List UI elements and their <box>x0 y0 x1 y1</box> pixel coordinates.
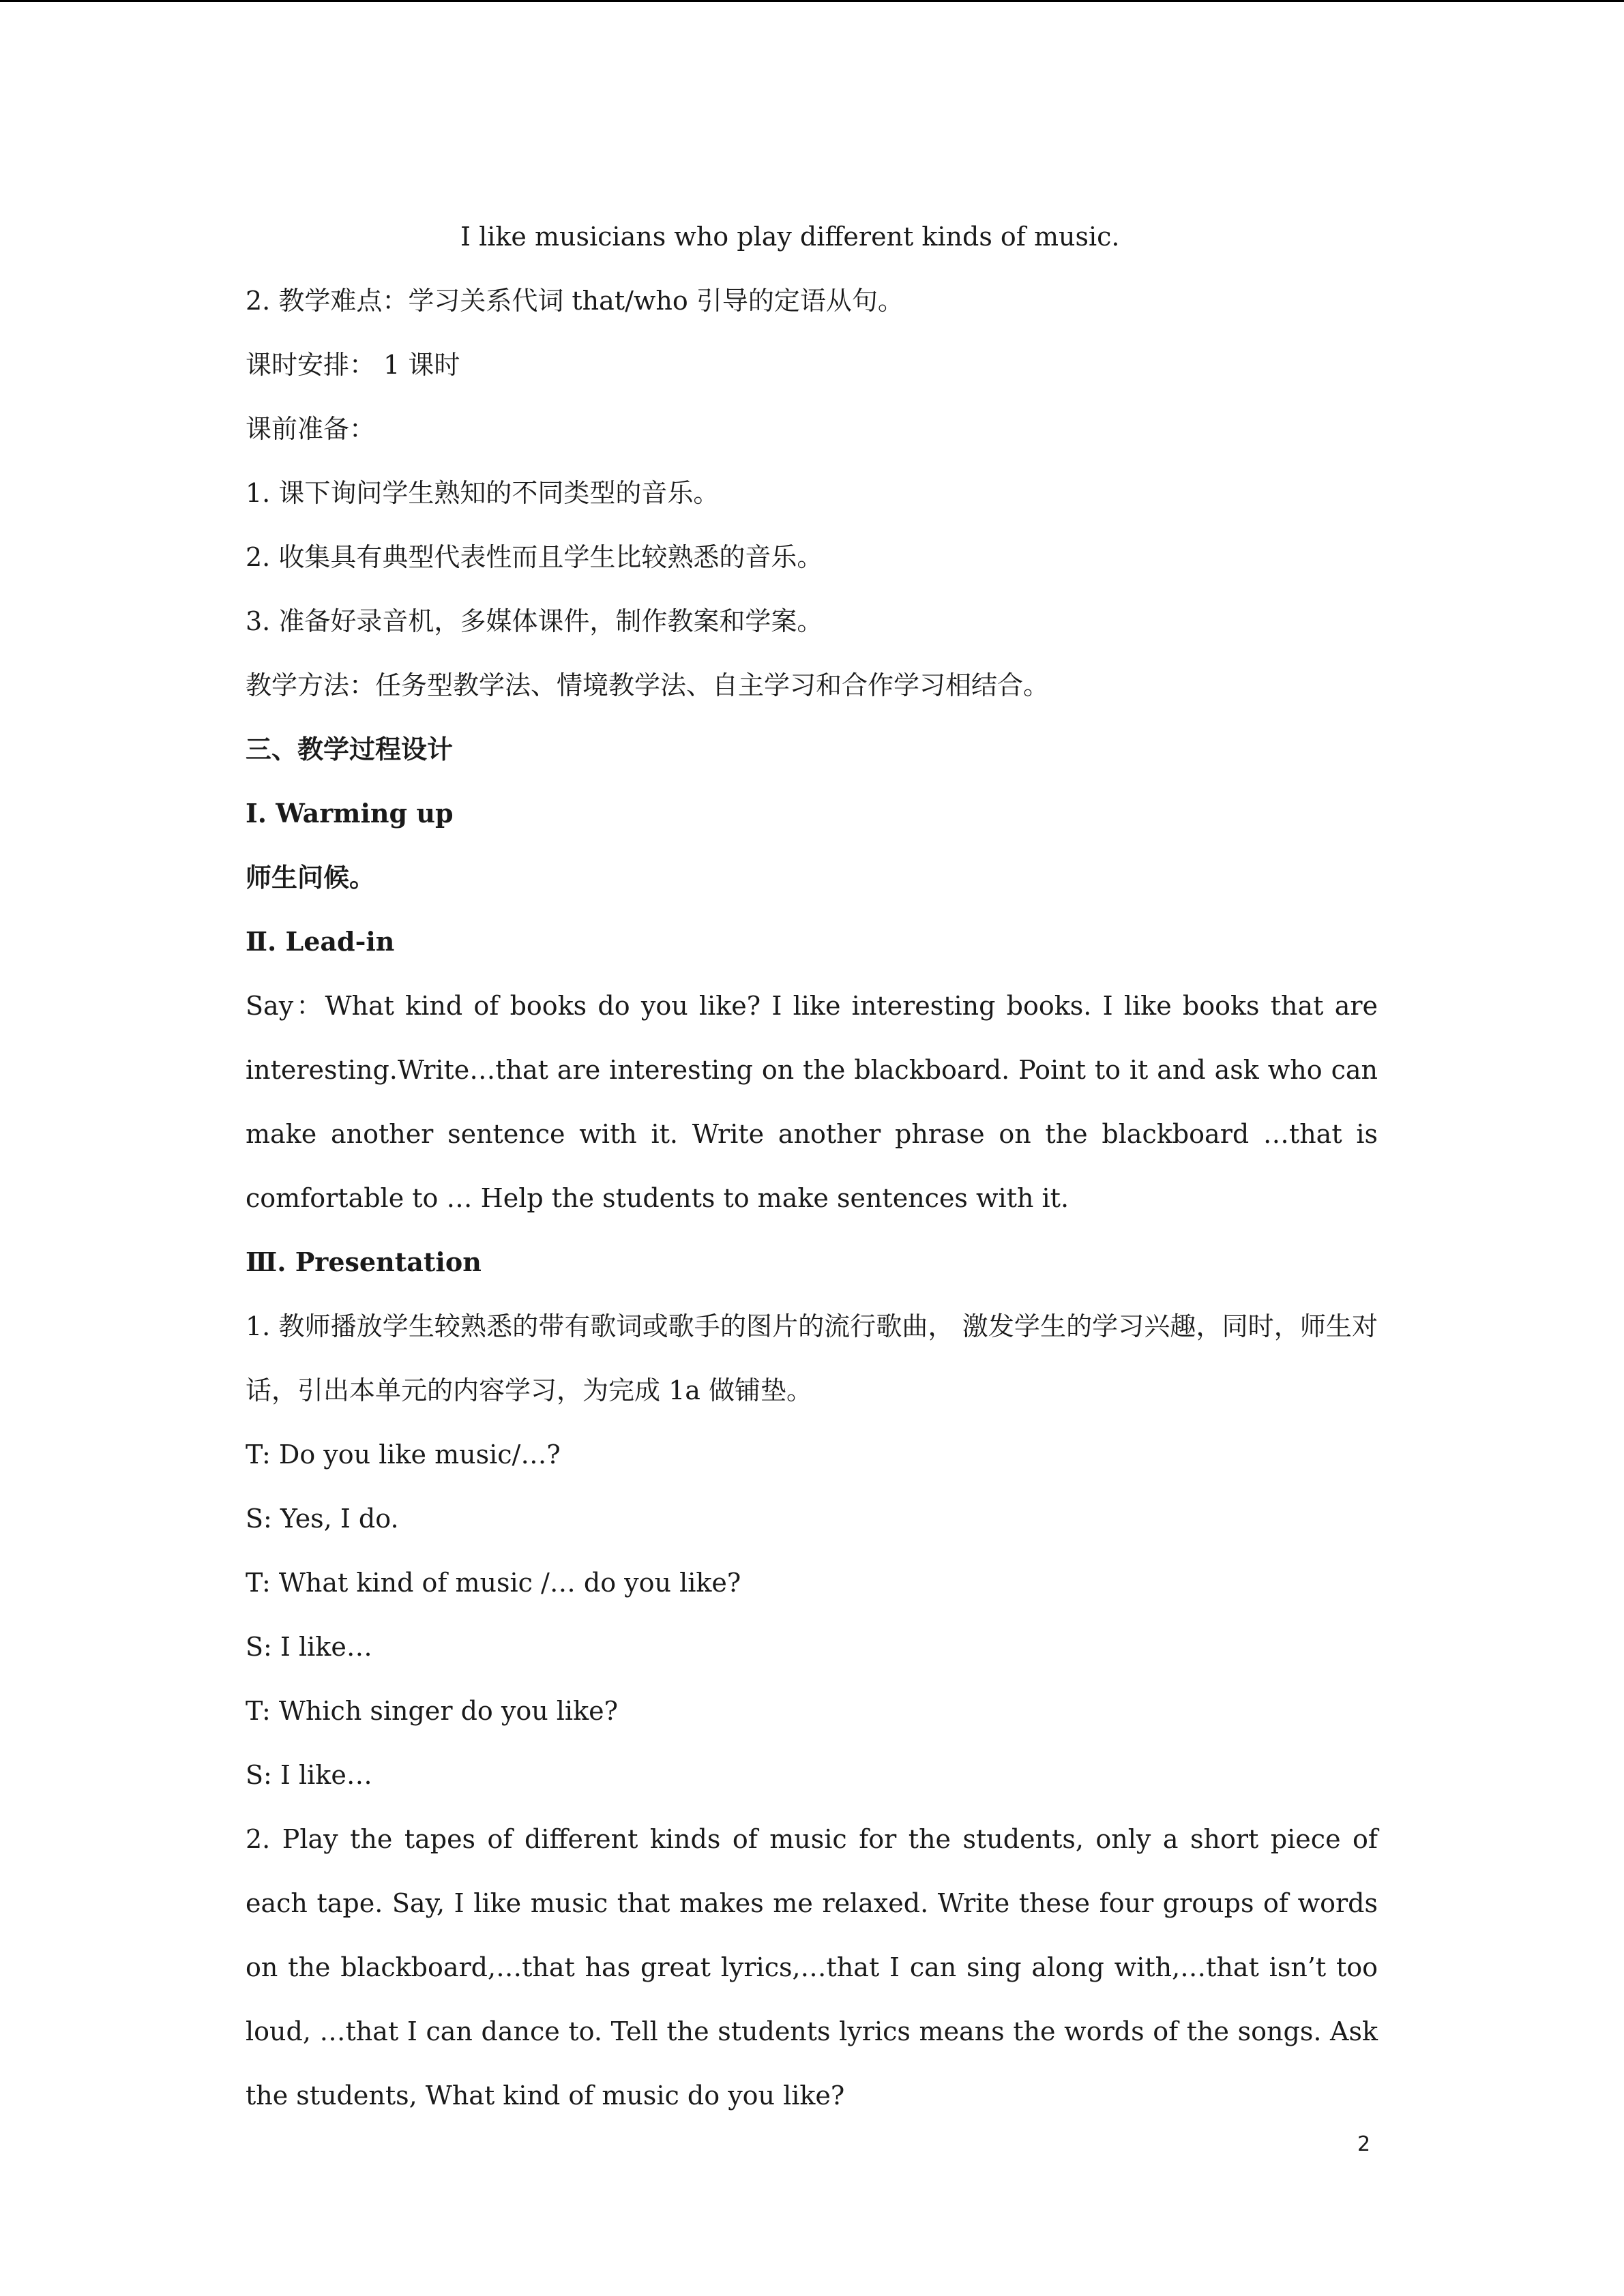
example-sentence: I like musicians who play different kinds of music. <box>460 222 1120 252</box>
dialog-line-5: T: Which singer do you like? <box>246 1696 618 1726</box>
section-heading-process: 三、教学过程设计 <box>246 734 454 764</box>
preparation-item-3: 3. 准备好录音机，多媒体课件，制作教案和学案。 <box>246 606 823 636</box>
lead-in-paragraph: Say：What kind of books do you like? I like interesting books. I like books that are interesting.Write…that are interesting on the blackboard. Point to it and ask who can make another sentence with it. Write another phrase on the blackboard …that is comfortable to … Help the students to make sentences with it. <box>246 991 1378 1213</box>
heading-lead-in: Ⅱ. Lead-in <box>246 926 395 957</box>
teaching-methods: 教学方法：任务型教学法、情境教学法、自主学习和合作学习相结合。 <box>246 670 1050 700</box>
dialog-line-2: S: Yes, I do. <box>246 1504 399 1534</box>
presentation-paragraph-1: 1. 教师播放学生较熟悉的带有歌词或歌手的图片的流行歌曲， 激发学生的学习兴趣，同时，师生对话，引出本单元的内容学习，为完成 1a 做铺垫。 <box>246 1311 1378 1405</box>
dialog-line-6: S: I like… <box>246 1760 372 1790</box>
dialog-line-1: T: Do you like music/…? <box>246 1440 561 1470</box>
teaching-difficulty: 2. 教学难点：学习关系代词 that/who 引导的定语从句。 <box>246 286 904 316</box>
lesson-schedule: 课时安排： 1 课时 <box>246 350 460 380</box>
preparation-item-1: 1. 课下询问学生熟知的不同类型的音乐。 <box>246 478 720 508</box>
heading-warming-up: Ⅰ. Warming up <box>246 798 454 829</box>
preparation-heading: 课前准备： <box>246 414 376 444</box>
preparation-item-2: 2. 收集具有典型代表性而且学生比较熟悉的音乐。 <box>246 542 823 572</box>
presentation-paragraph-2: 2. Play the tapes of different kinds of music for the students, only a short piece of each tape. Say, I like music that makes me relaxed. Write these four groups of words on the blackboard,…that has great lyrics,…that I can sing along with,…that isn’t too loud, …that I can dance to. Tell the students lyrics means the words of the songs. Ask the students, What kind of music do you like? <box>246 1824 1378 2111</box>
dialog-line-3: T: What kind of music /… do you like? <box>246 1568 741 1598</box>
greeting-text: 师生问候。 <box>246 862 376 893</box>
top-border-line <box>0 0 1624 2</box>
document-page <box>246 205 1378 2128</box>
heading-presentation: Ⅲ. Presentation <box>246 1247 482 1277</box>
dialog-line-4: S: I like… <box>246 1632 372 1662</box>
page-number: 2 <box>1357 2132 1371 2156</box>
